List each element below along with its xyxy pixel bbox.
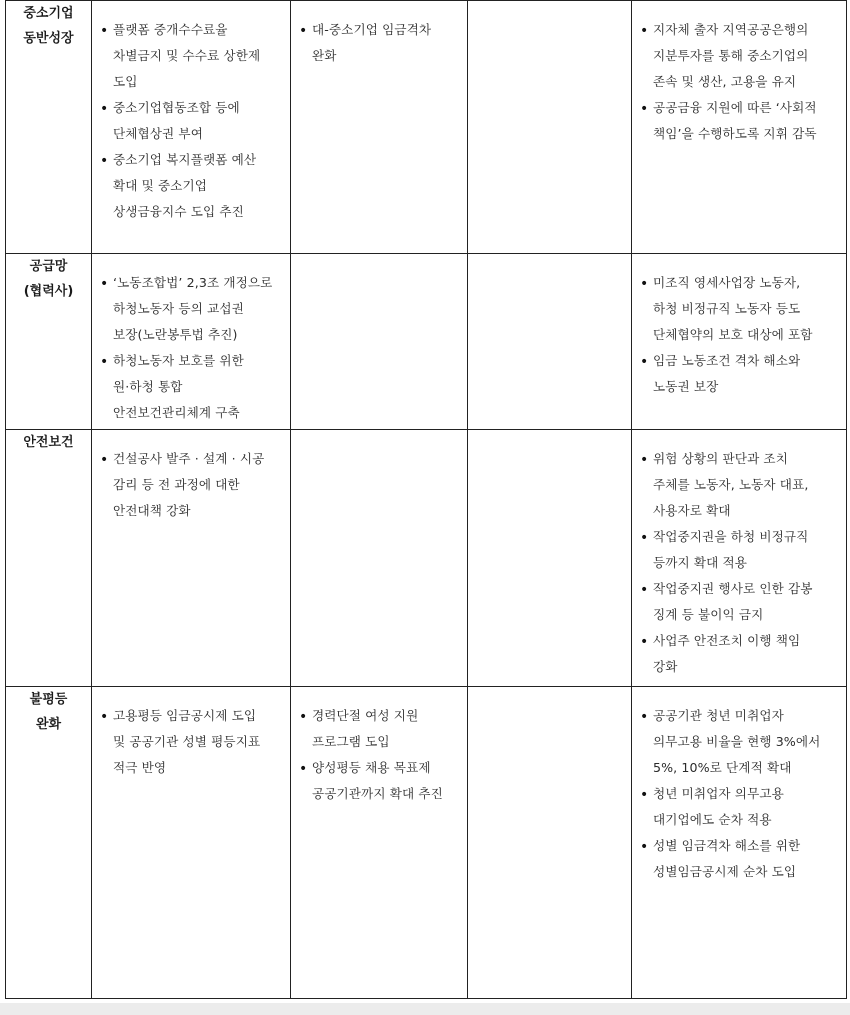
policy-cell (92, 430, 291, 687)
bullet-item: • 양성평등 채용 목표제 공공기관까지 확대 추진 (301, 755, 459, 807)
table-row (6, 430, 847, 687)
bullet-item: • 성별 임금격차 해소를 위한 성별임금공시제 순차 도입 (642, 833, 838, 885)
policy-cell (632, 430, 847, 687)
policy-table-body (6, 1, 847, 999)
bullet-list (632, 430, 846, 680)
bullet-item: • ‘노동조합법’ 2,3조 개정으로 하청노동자 등의 교섭권 보장(노란봉투법 추진) (102, 270, 282, 348)
policy-cell (291, 1, 468, 254)
category-label: 안전보건 (23, 435, 74, 450)
bullet-item: • 위험 상황의 판단과 조치 주체를 노동자, 노동자 대표, 사용자로 확대 (642, 446, 838, 524)
table-row (6, 1, 847, 254)
policy-cell (632, 687, 847, 999)
policy-cell (291, 687, 468, 999)
empty-cell (468, 430, 632, 687)
bullet-item: • 중소기업 복지플랫폼 예산 확대 및 중소기업 상생금융지수 도입 추진 (102, 147, 282, 225)
empty-cell (291, 254, 468, 430)
table-row (6, 687, 847, 999)
bullet-item: • 작업중지권 행사로 인한 감봉 징계 등 불이익 금지 (642, 576, 838, 628)
bullet-list (632, 254, 846, 400)
bullet-item: • 건설공사 발주 · 설계 · 시공 감리 등 전 과정에 대한 안전대책 강화 (102, 446, 282, 524)
policy-cell (92, 687, 291, 999)
empty-cell (468, 254, 632, 430)
policy-cell (632, 254, 847, 430)
category-cell (6, 254, 92, 430)
bullet-item: • 공공기관 청년 미취업자 의무고용 비율을 현행 3%에서 5%, 10%로 단계적 확대 (642, 703, 838, 781)
empty-cell (468, 687, 632, 999)
bullet-item: • 중소기업협동조합 등에 단체협상권 부여 (102, 95, 282, 147)
bullet-list (291, 687, 467, 807)
bullet-item: • 고용평등 임금공시제 도입 및 공공기관 성별 평등지표 적극 반영 (102, 703, 282, 781)
bullet-item: • 공공금융 지원에 따른 ‘사회적 책임’을 수행하도록 지휘 감독 (642, 95, 838, 147)
policy-cell (92, 1, 291, 254)
bottom-strip (0, 1003, 850, 1015)
category-label: 중소기업 동반성장 (23, 6, 74, 46)
policy-table (5, 0, 847, 999)
bullet-item: • 지자체 출자 지역공공은행의 지분투자를 통해 중소기업의 존속 및 생산, 고용을 유지 (642, 17, 838, 95)
bullet-item: • 대-중소기업 임금격차 완화 (301, 17, 459, 69)
category-cell (6, 430, 92, 687)
bullet-item: • 하청노동자 보호를 위한 원·하청 통합 안전보건관리체계 구축 (102, 348, 282, 426)
bullet-list (92, 430, 290, 524)
category-cell (6, 1, 92, 254)
policy-cell (632, 1, 847, 254)
empty-cell (291, 430, 468, 687)
table-row (6, 254, 847, 430)
bullet-item: • 작업중지권을 하청 비정규직 등까지 확대 적용 (642, 524, 838, 576)
bullet-item: • 미조직 영세사업장 노동자, 하청 비정규직 노동자 등도 단체협약의 보호 대상에 포함 (642, 270, 838, 348)
bullet-item: • 플랫폼 중개수수료율 차별금지 및 수수료 상한제 도입 (102, 17, 282, 95)
empty-cell (468, 1, 632, 254)
bullet-list (632, 687, 846, 885)
bullet-item: • 경력단절 여성 지원 프로그램 도입 (301, 703, 459, 755)
bullet-item: • 사업주 안전조치 이행 책임 강화 (642, 628, 838, 680)
category-label: 불평등 완화 (29, 692, 68, 732)
bullet-item: • 임금 노동조건 격차 해소와 노동권 보장 (642, 348, 838, 400)
bullet-list (632, 1, 846, 147)
bullet-list (92, 254, 290, 426)
category-cell (6, 687, 92, 999)
bullet-list (291, 1, 467, 69)
bullet-list (92, 687, 290, 781)
category-label: 공급망 (협력사) (23, 259, 74, 299)
bullet-item: • 청년 미취업자 의무고용 대기업에도 순차 적용 (642, 781, 838, 833)
bullet-list (92, 1, 290, 225)
policy-cell (92, 254, 291, 430)
